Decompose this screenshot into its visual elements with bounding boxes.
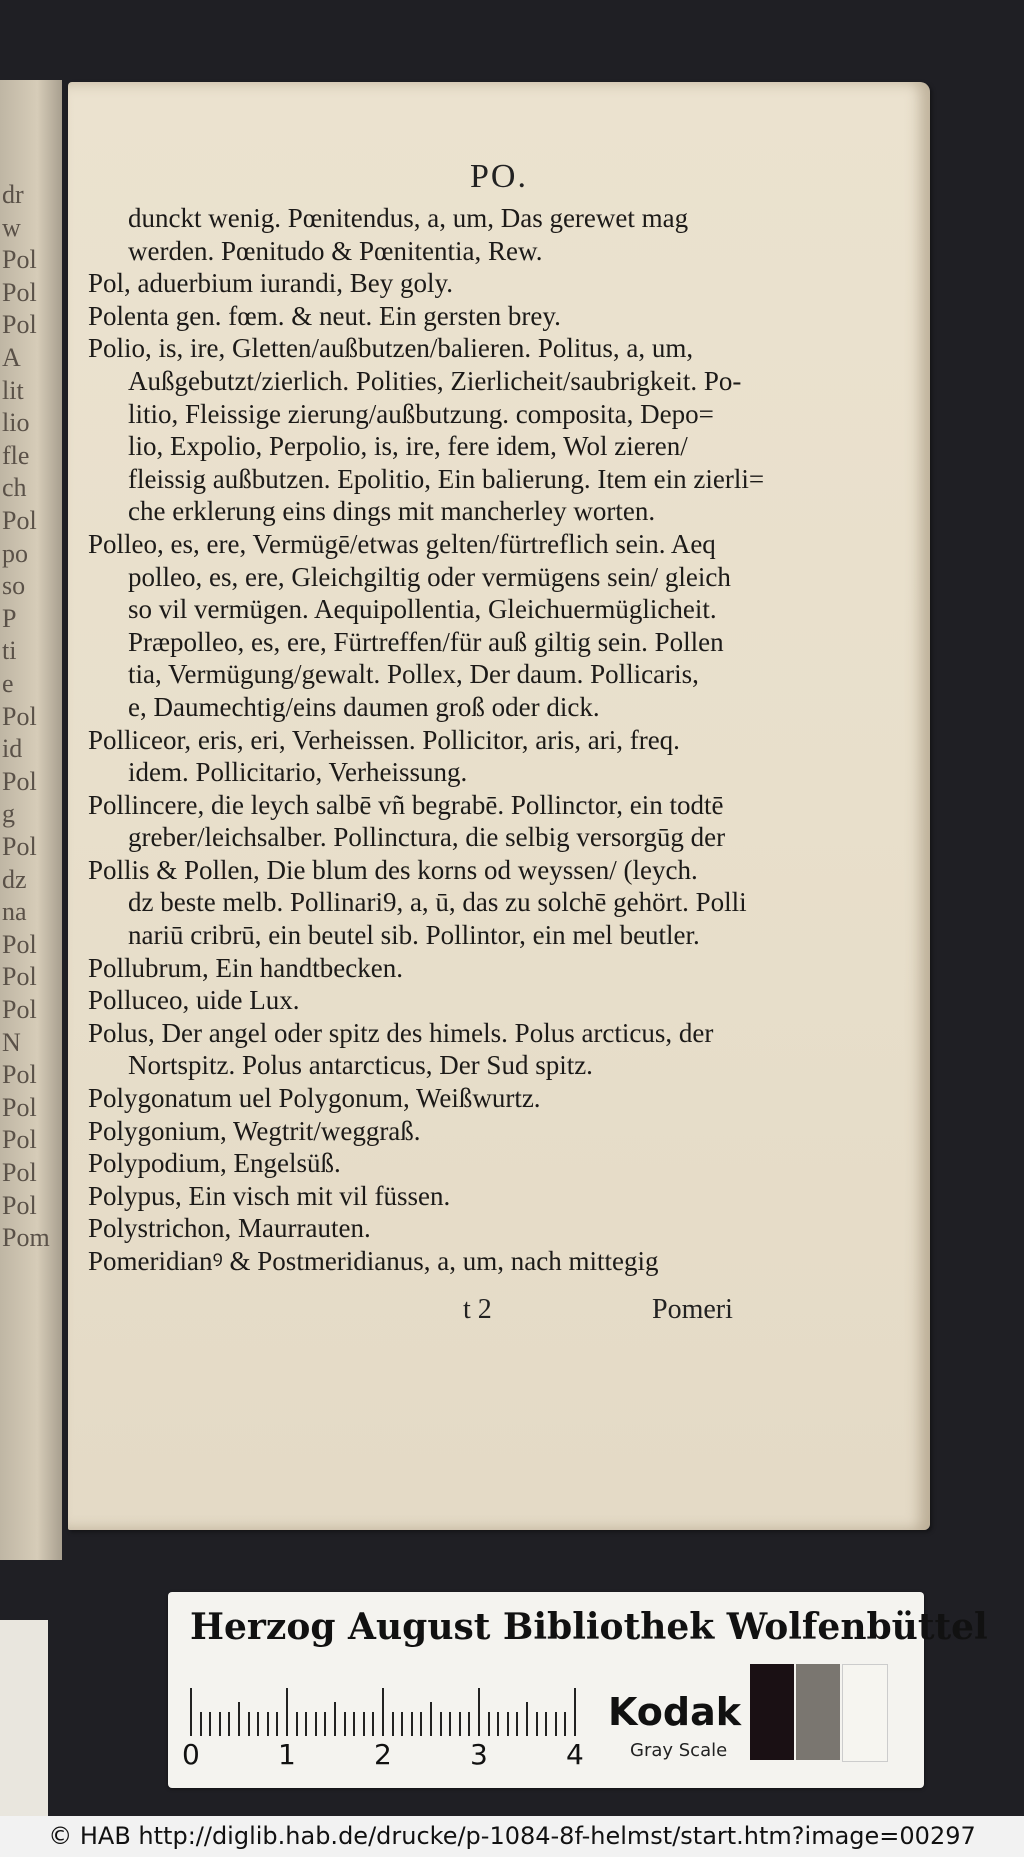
adjacent-page-fragment: w xyxy=(2,212,21,242)
text-line: Polus, Der angel oder spitz des himels. Polus arcticus, der xyxy=(88,1017,714,1048)
text-line: Polygonatum uel Polygonum, Weißwurtz. xyxy=(88,1083,541,1114)
text-line: werden. Pœnitudo & Pœnitentia, Rew. xyxy=(128,235,543,266)
text-line: Pollincere, die leych salbē vñ begrabē. Pollinctor, ein todtē xyxy=(88,789,724,820)
ruler-number: 1 xyxy=(278,1738,296,1771)
adjacent-page-fragment: Pol xyxy=(2,929,37,959)
ruler-tick xyxy=(488,1712,490,1736)
adjacent-page-fragment: Pol xyxy=(2,766,37,796)
ruler-tick xyxy=(555,1712,557,1736)
ruler-tick xyxy=(401,1712,403,1736)
ruler-tick xyxy=(536,1712,538,1736)
adjacent-page-fragment: Pol xyxy=(2,962,37,992)
text-line: greber/leichsalber. Pollinctura, die selbig versorgūg der xyxy=(128,822,726,853)
ruler-tick xyxy=(200,1712,202,1736)
ruler-tick xyxy=(430,1702,432,1736)
gray-scale-label: Gray Scale xyxy=(630,1740,728,1761)
kodak-logo: Kodak xyxy=(608,1690,741,1734)
ruler-tick xyxy=(574,1688,576,1736)
ruler-tick xyxy=(248,1712,250,1736)
text-line: nariū cribrū, ein beutel sib. Pollintor, ein mel beutler. xyxy=(128,920,700,951)
ruler-tick xyxy=(276,1712,278,1736)
adjacent-page-fragment: ch xyxy=(2,473,27,503)
ruler-tick xyxy=(564,1712,566,1736)
text-line: Pollis & Pollen, Die blum des korns od weyssen/ (leych. xyxy=(88,854,698,885)
text-line: fleissig außbutzen. Epolitio, Ein balierung. Item ein zierli= xyxy=(128,463,765,494)
adjacent-page-fragment: Pol xyxy=(2,1060,37,1090)
text-line: Außgebutzt/zierlich. Polities, Zierlicheit/saubrigkeit. Po- xyxy=(128,365,742,396)
ruler-tick xyxy=(392,1712,394,1736)
ruler-tick xyxy=(267,1712,269,1736)
text-line: Polenta gen. fœm. & neut. Ein gersten brey. xyxy=(88,300,561,331)
adjacent-page-fragment: Pol xyxy=(2,1190,37,1220)
adjacent-page-edge xyxy=(0,80,62,1560)
ruler-tick xyxy=(209,1712,211,1736)
adjacent-page-fragment: Pol xyxy=(2,310,37,340)
adjacent-page-fragment: id xyxy=(2,734,23,764)
running-head: PO. xyxy=(470,158,528,195)
ruler-tick xyxy=(286,1688,288,1736)
text-line: Pol, aduerbium iurandi, Bey goly. xyxy=(88,268,453,299)
ruler-tick xyxy=(411,1712,413,1736)
text-line: idem. Pollicitario, Verheissung. xyxy=(128,757,468,788)
adjacent-card-edge xyxy=(0,1620,48,1820)
ruler-tick xyxy=(324,1712,326,1736)
adjacent-page-fragment: Pol xyxy=(2,506,37,535)
adjacent-page-fragment: lit xyxy=(2,375,24,405)
text-line: Pomeridianꝰ & Postmeridianus, a, um, nach mittegig xyxy=(88,1246,659,1276)
adjacent-page-fragment: Pol xyxy=(2,995,37,1024)
text-line: Pollubrum, Ein handtbecken. xyxy=(88,952,403,983)
adjacent-page-fragment: e xyxy=(2,669,14,698)
adjacent-page-fragment: g xyxy=(2,799,15,829)
adjacent-page-fragment: P xyxy=(2,603,17,633)
ruler-tick xyxy=(228,1712,230,1736)
ruler-tick xyxy=(353,1712,355,1736)
text-line: Polluceo, uide Lux. xyxy=(88,985,300,1016)
adjacent-page-fragment: A xyxy=(2,343,21,372)
adjacent-page-fragment: Pol xyxy=(2,701,37,731)
ruler-tick xyxy=(497,1712,499,1736)
text-line: che erklerung eins dings mit mancherley worten. xyxy=(128,496,656,527)
text-line: dunckt wenig. Pœnitendus, a, um, Das gerewet mag xyxy=(128,203,689,233)
adjacent-page-fragment: Pol xyxy=(2,1125,37,1155)
ruler-tick xyxy=(459,1712,461,1736)
library-name: Herzog August Bibliothek Wolfenbüttel xyxy=(190,1606,988,1648)
text-line: litio, Fleissige zierung/außbutzung. composita, Depo= xyxy=(128,398,714,429)
adjacent-page-fragment: Pol xyxy=(2,277,37,307)
text-line: Polygonium, Wegtrit/weggraß. xyxy=(88,1115,421,1146)
ruler-number: 3 xyxy=(470,1738,488,1771)
book-page xyxy=(68,82,930,1530)
ruler-tick xyxy=(516,1712,518,1736)
ruler-tick xyxy=(507,1712,509,1736)
text-line: dz beste melb. Pollinari9, a, ū, das zu solchē gehört. Polli xyxy=(128,887,747,918)
adjacent-page-fragment: lio xyxy=(2,408,30,438)
adjacent-page-fragment: N xyxy=(2,1027,21,1057)
text-line: Nortspitz. Polus antarcticus, Der Sud spitz. xyxy=(128,1050,593,1081)
ruler-number: 4 xyxy=(566,1738,584,1771)
ruler-number: 0 xyxy=(182,1738,200,1771)
catchword: Pomeri xyxy=(652,1294,733,1325)
adjacent-page-fragment: Pol xyxy=(2,1158,37,1187)
text-line: tia, Vermügung/gewalt. Pollex, Der daum. Pollicaris, xyxy=(128,659,699,690)
gray-swatch xyxy=(750,1664,794,1760)
ruler-tick xyxy=(420,1712,422,1736)
adjacent-page-fragment: po xyxy=(2,538,28,568)
ruler-tick xyxy=(526,1702,528,1736)
adjacent-page-fragment: dz xyxy=(2,864,27,894)
text-line: so vil vermügen. Aequipollentia, Gleichuermüglicheit. xyxy=(128,594,717,625)
ruler-tick xyxy=(334,1702,336,1736)
text-line: Polliceor, eris, eri, Verheissen. Pollicitor, aris, ari, freq. xyxy=(88,724,680,755)
adjacent-page-fragment: so xyxy=(2,571,26,601)
adjacent-page-fragment: dr xyxy=(2,180,24,209)
ruler-tick xyxy=(190,1688,192,1736)
adjacent-page-fragment: Pom xyxy=(2,1223,50,1253)
text-line: Polystrichon, Maurrauten. xyxy=(88,1213,371,1244)
dictionary-text xyxy=(88,202,848,1278)
signature-mark: t 2 xyxy=(463,1294,492,1325)
adjacent-page-fragment: Pol xyxy=(2,832,37,861)
ruler-tick xyxy=(296,1712,298,1736)
gray-swatch xyxy=(796,1664,840,1760)
ruler-tick xyxy=(468,1712,470,1736)
adjacent-page-fragment: Pol xyxy=(2,1092,37,1122)
text-line: Præpolleo, es, ere, Fürtreffen/für auß giltig sein. Pollen xyxy=(128,626,724,657)
adjacent-page-fragment: Pol xyxy=(2,245,37,275)
text-line: e, Daumechtig/eins daumen groß oder dick. xyxy=(128,691,600,722)
adjacent-page-fragment: na xyxy=(2,897,27,927)
text-line: Polypus, Ein visch mit vil füssen. xyxy=(88,1180,451,1211)
ruler-tick xyxy=(219,1712,221,1736)
ruler-number: 2 xyxy=(374,1738,392,1771)
text-line: lio, Expolio, Perpolio, is, ire, fere idem, Wol zieren/ xyxy=(128,431,688,462)
ruler-tick xyxy=(305,1712,307,1736)
copyright-footer: © HAB http://diglib.hab.de/drucke/p-1084-8f-helmst/start.htm?image=00297 xyxy=(0,1816,1024,1857)
ruler-tick xyxy=(257,1712,259,1736)
ruler-tick xyxy=(382,1688,384,1736)
ruler-tick xyxy=(315,1712,317,1736)
ruler-tick xyxy=(363,1712,365,1736)
text-line: polleo, es, ere, Gleichgiltig oder vermügens sein/ gleich xyxy=(128,561,731,592)
ruler-tick xyxy=(449,1712,451,1736)
text-line: Polypodium, Engelsüß. xyxy=(88,1148,341,1179)
adjacent-page-fragment: fle xyxy=(2,440,30,470)
ruler-tick xyxy=(238,1702,240,1736)
adjacent-page-fragment: ti xyxy=(2,636,17,666)
ruler-tick xyxy=(478,1688,480,1736)
gray-swatch xyxy=(842,1664,888,1762)
text-line: Polio, is, ire, Gletten/außbutzen/balieren. Politus, a, um, xyxy=(88,333,694,364)
color-reference-card xyxy=(168,1592,988,1788)
ruler-tick xyxy=(344,1712,346,1736)
ruler-tick xyxy=(545,1712,547,1736)
ruler-tick xyxy=(372,1712,374,1736)
text-line: Polleo, es, ere, Vermügē/etwas gelten/fürtreflich sein. Aeq xyxy=(88,528,716,559)
ruler-tick xyxy=(440,1712,442,1736)
